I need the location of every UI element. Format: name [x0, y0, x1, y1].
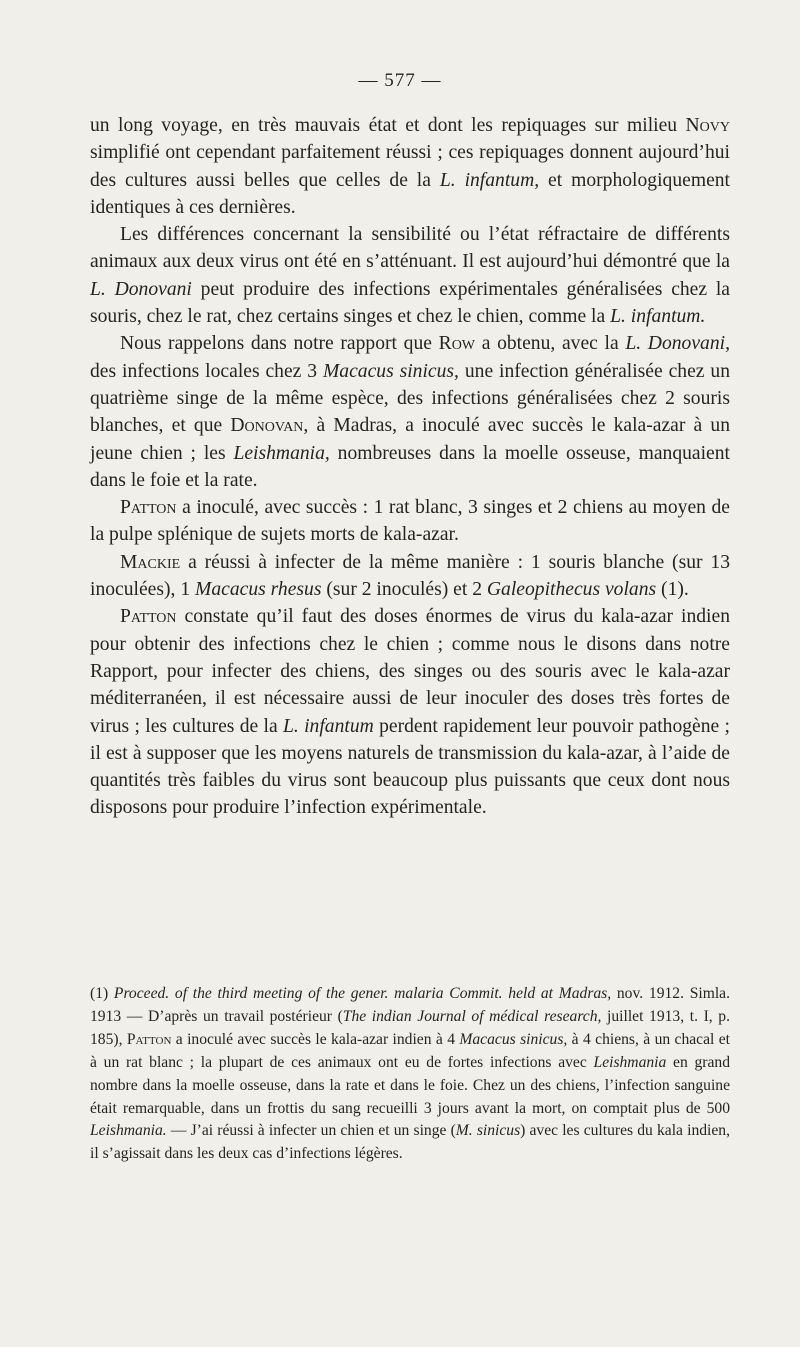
paragraph-3 — [90, 330, 730, 494]
text-run: un long voyage, en très mauvais état et dont les repiquages sur milieu — [90, 115, 686, 136]
italic-run: Macacus sinicus, — [459, 1030, 568, 1048]
text-run: constate qu’il faut des doses énormes de virus du kala-azar indien pour obtenir des infections chez le chien ; comme nous le disons dans notre Rapport, pour infecter des chiens, des singes ou des souris avec le kala-azar méditerranéen, il est nécessaire aussi de leur inoculer des doses très fortes de virus ; les cultures de la — [90, 606, 730, 737]
footnotes — [90, 983, 730, 1166]
italic-run: M. sinicus — [455, 1122, 521, 1140]
italic-run: Galeopithecus volans — [486, 579, 657, 601]
text-run: Les différences concernant la sensibilité ou l’état réfractaire de différents animaux aux deux virus ont été en s’atténuant. Il est aujourd’hui démontré que la — [90, 224, 730, 273]
author-name: Patton — [126, 1030, 172, 1048]
text-run: une infection généralisée chez un quatrième singe de la même espèce, des infections généralisées chez 2 souris blanches, et que — [90, 360, 730, 437]
author-name: Donovan — [230, 415, 304, 437]
text-run: simplifié ont cependant parfaitement réussi ; ces repiquages donnent aujourd’hui des cultures aussi belles que celles de la — [90, 142, 730, 191]
italic-run: Proceed. of the third meeting of the gener. malaria Commit. held at Madras, — [113, 985, 612, 1002]
italic-run: Macacus sinicus, — [322, 360, 459, 382]
italic-run: L. infantum — [283, 715, 374, 737]
italic-run: L. Donovani, — [625, 333, 730, 355]
text-run: (1). — [656, 579, 689, 601]
italic-run: Leishmania — [593, 1053, 667, 1071]
paragraph-4 — [90, 494, 730, 549]
text-run: et morphologiquement identiques à ces dernières. — [90, 169, 731, 218]
paragraph-1 — [90, 112, 730, 221]
text-run: a inoculé, avec succès : 1 rat blanc, 3 singes et 2 chiens au moyen de la pulpe splénique de sujets morts de kala-azar. — [90, 497, 730, 546]
author-name: Novy — [685, 115, 730, 136]
main-text — [90, 112, 730, 822]
text-run: à 4 chiens, à un chacal et à un rat blanc ; la plupart de ces animaux ont eu de fortes infections avec — [90, 1030, 730, 1071]
text-run: perdent rapidement leur pouvoir pathogène ; il est à supposer que les moyens naturels de transmission du kala-azar, à l’aide de quantités très faibles du virus sont beaucoup plus puissants que ceux dont nous disposons pour produire l’infection expérimentale. — [90, 715, 730, 819]
text-run: nombreuses dans la moelle osseuse, manquaient dans le foie et la rate. — [90, 442, 730, 491]
text-run: — J’ai réussi à infecter un chien et un singe ( — [166, 1122, 456, 1140]
author-name: Patton — [120, 606, 177, 628]
text-run: peut produire des infections expérimentales généralisées chez la souris, chez le rat, chez certains singes et chez le chien, comme la — [90, 278, 731, 328]
page-number: — 577 — — [358, 70, 442, 91]
text-run: juillet 1913, t. I, p. 185), — [90, 1007, 730, 1048]
text-run: nov. 1912. Simla. 1913 — D’après un travail postérieur ( — [90, 985, 730, 1025]
italic-run: Leishmania, — [233, 442, 330, 464]
paragraph-2 — [90, 221, 730, 330]
text-run: en grand nombre dans la moelle osseuse, dans la rate et dans le foie. Chez un des chiens, l’infection sanguine était remarquable, dans un frottis du sang recueilli 3 jours avant la mort, on comptait plus de 500 — [90, 1053, 730, 1117]
text-run: , à Madras, a inoculé avec succès le kala-azar à un jeune chien ; les — [90, 415, 730, 464]
author-name: Row — [438, 333, 476, 355]
text-run: a obtenu, avec la — [475, 333, 626, 355]
author-name: Patton — [120, 497, 177, 519]
paragraph-6 — [90, 603, 730, 821]
text-run: (sur 2 inoculés) et 2 — [321, 579, 487, 601]
text-run: ) avec les cultures du kala indien, il s’agissait dans les deux cas d’infections légères. — [90, 1122, 730, 1163]
text-run: a inoculé avec succès le kala-azar indien à 4 — [171, 1030, 460, 1048]
italic-run: L. Donovani — [90, 278, 192, 300]
footnote-1 — [90, 983, 730, 1166]
text-run: (1) — [90, 985, 114, 1002]
author-name: Mackie — [120, 551, 181, 573]
text-run: Nous rappelons dans notre rapport que — [120, 333, 439, 355]
italic-run: The indian Journal of médical research, — [342, 1007, 602, 1025]
text-run: des infections locales chez 3 — [90, 360, 323, 382]
italic-run: Leishmania. — [90, 1122, 167, 1140]
text-run: a réussi à infecter de la même manière : 1 souris blanche (sur 13 inoculées), 1 — [90, 551, 730, 601]
italic-run: L. infantum, — [439, 169, 540, 191]
italic-run: L. infantum. — [610, 306, 706, 328]
paragraph-5 — [90, 549, 730, 604]
italic-run: Macacus rhesus — [195, 579, 322, 601]
